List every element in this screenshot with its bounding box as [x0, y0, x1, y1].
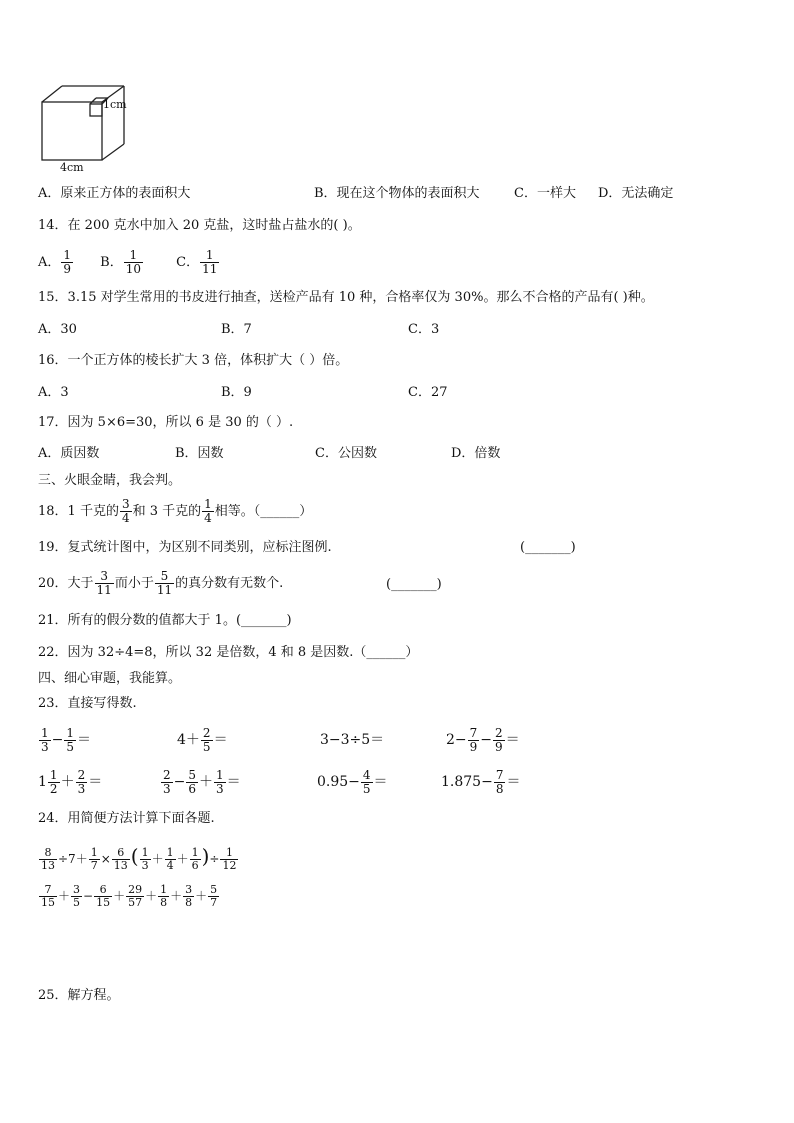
section-3-heading: 三、火眼金睛，我会判。 [38, 473, 182, 488]
fraction [48, 769, 60, 796]
numerator: 2 [202, 725, 211, 740]
q23-r2c3 [317, 764, 388, 800]
fraction [202, 498, 214, 525]
q14-options [38, 245, 220, 281]
denominator: 3 [41, 739, 49, 754]
denominator: 9 [63, 262, 72, 276]
fraction [200, 249, 219, 276]
denominator: 8 [185, 896, 193, 909]
q16-option-c: C．27 [408, 385, 448, 400]
fraction [161, 769, 173, 796]
q16-text: 16．一个正方体的棱长扩大 3 倍，体积扩大（ ）倍。 [38, 353, 349, 368]
paren-close: ) [201, 844, 210, 868]
q13-option-d: D．无法确定 [598, 186, 674, 201]
fraction [183, 884, 194, 909]
numerator: 2 [77, 767, 86, 782]
q13-options [38, 183, 758, 205]
q18-post: 相等。（______） [214, 504, 313, 519]
q14-option-b [100, 248, 148, 276]
denominator: 3 [77, 781, 86, 796]
q23-title: 23．直接写得数. [38, 696, 137, 711]
fraction [165, 847, 176, 872]
fraction [208, 884, 219, 909]
fraction [220, 847, 238, 872]
numerator: 1 [191, 846, 199, 859]
fraction [155, 570, 174, 597]
numerator: 1 [63, 248, 72, 262]
q14-text: 14．在 200 克水中加入 20 克盐，这时盐占盐水的( )。 [38, 218, 361, 233]
denominator: 4 [121, 511, 130, 525]
operator: − [83, 889, 94, 903]
numerator: 7 [469, 725, 478, 740]
fraction [89, 847, 100, 872]
q17-text: 17．因为 5×6=30，所以 6 是 30 的（ ）. [38, 415, 294, 430]
q24-title: 24．用简便方法计算下面各题. [38, 811, 215, 826]
q20-post: 的真分数有无数个. [175, 576, 284, 591]
q23-r1c1 [38, 722, 91, 758]
equals: ＝ [213, 732, 228, 748]
q25-title: 25．解方程。 [38, 988, 120, 1003]
numerator: 1 [216, 767, 224, 782]
numerator: 8 [39, 847, 57, 860]
fraction [76, 769, 88, 796]
fraction [190, 847, 201, 872]
option-label: C． [176, 255, 200, 270]
q16-options [38, 382, 638, 404]
numerator: 1 [49, 767, 58, 782]
operator: − [480, 732, 493, 748]
fraction [71, 884, 82, 909]
denominator: 7 [210, 896, 218, 909]
numerator: 5 [188, 767, 197, 782]
denominator: 11 [202, 262, 218, 276]
q15-option-a: A．30 [38, 322, 77, 337]
numerator: 7 [495, 767, 504, 782]
denominator: 9 [495, 739, 503, 754]
q20-answer-blank[interactable]: (_______) [386, 577, 442, 592]
section-4-heading: 四、细心审题，我能算。 [38, 671, 182, 686]
denominator: 13 [113, 859, 128, 872]
fraction [61, 249, 73, 276]
denominator: 5 [66, 739, 75, 754]
numerator: 1 [66, 725, 75, 740]
fraction [494, 769, 506, 796]
denominator: 57 [128, 896, 143, 909]
numerator: 1 [166, 846, 174, 859]
fraction [158, 884, 169, 909]
denominator: 3 [141, 859, 149, 872]
operator: × [100, 852, 111, 866]
numerator: 1 [41, 725, 49, 740]
numerator: 5 [155, 570, 174, 584]
denominator: 6 [188, 781, 197, 796]
operator: ＋ [145, 889, 158, 903]
numerator: 4 [362, 767, 371, 782]
numerator: 29 [128, 883, 143, 896]
cube-edge-label: 4cm [60, 161, 84, 174]
denominator: 12 [222, 859, 237, 872]
fraction [39, 727, 51, 754]
fraction [214, 769, 226, 796]
expression-prefix: 1.875− [441, 774, 493, 790]
q22-text: 22．因为 32÷4=8，所以 32 是倍数，4 和 8 是因数.（______） [38, 645, 419, 660]
numerator: 5 [210, 883, 218, 896]
fraction [124, 249, 143, 276]
equals: ＝ [506, 774, 521, 790]
denominator: 8 [495, 781, 504, 796]
numerator: 3 [121, 497, 130, 511]
q17-option-a: A．质因数 [38, 446, 100, 461]
q18-pre: 18．1 千克的 [38, 504, 119, 519]
q20-mid: 而小于 [114, 576, 154, 591]
expression-prefix: 2− [446, 732, 467, 748]
fraction [39, 847, 57, 872]
fraction [126, 884, 144, 909]
q14-option-a [38, 248, 78, 276]
equals: ＝ [373, 774, 388, 790]
operator: ＋ [199, 774, 214, 790]
q20-pre: 20．大于 [38, 576, 94, 591]
numerator: 1 [160, 883, 168, 896]
numerator: 2 [163, 767, 171, 782]
denominator: 15 [96, 896, 111, 909]
q19-text: 19．复式统计图中，为区别不同类别，应标注图例. [38, 540, 332, 555]
q23-r1c4 [446, 722, 520, 758]
q14-option-c [176, 248, 220, 276]
operator: ＋ [176, 852, 189, 866]
fraction [140, 847, 151, 872]
equals: ＝ [226, 774, 241, 790]
q23-r1c3: 3−3÷5＝ [320, 732, 385, 748]
denominator: 8 [160, 896, 168, 909]
q17-option-c: C．公因数 [315, 446, 377, 461]
operator: ＋ [151, 852, 164, 866]
denominator: 15 [41, 896, 55, 909]
denominator: 5 [73, 896, 81, 909]
denominator: 7 [90, 859, 98, 872]
denominator: 9 [469, 739, 478, 754]
fraction [120, 498, 132, 525]
expression-prefix: 4＋ [177, 732, 200, 748]
numerator: 2 [495, 725, 503, 740]
numerator: 1 [90, 846, 98, 859]
paren-open: ( [130, 844, 139, 868]
equals: ＝ [88, 774, 103, 790]
numerator: 1 [200, 249, 219, 263]
q15-text: 15．3.15 对学生常用的书皮进行抽查，送检产品有 10 种，合格率仅为 30%。那么不合格的产品有( )种。 [38, 290, 654, 305]
operator: ÷ [209, 852, 220, 866]
denominator: 3 [216, 781, 224, 796]
q15-option-c: C．3 [408, 322, 440, 337]
option-label: B． [100, 255, 123, 270]
denominator: 13 [41, 859, 55, 872]
numerator: 1 [124, 249, 143, 263]
denominator: 3 [163, 781, 171, 796]
fraction [95, 570, 114, 597]
whole-part: 1 [38, 774, 47, 790]
q16-option-a: A．3 [38, 385, 69, 400]
operator: ＋ [113, 889, 126, 903]
numerator: 1 [141, 846, 149, 859]
option-label: A． [38, 255, 61, 270]
q23-r2c2 [160, 764, 241, 800]
denominator: 6 [191, 859, 199, 872]
operator: − [173, 774, 186, 790]
q15-options [38, 319, 638, 341]
q16-option-b: B．9 [221, 385, 252, 400]
denominator: 5 [362, 781, 371, 796]
denominator: 11 [96, 583, 112, 597]
q17-options [38, 443, 638, 465]
q13-option-a: A．原来正方体的表面积大 [38, 186, 191, 201]
operator: ＋ [58, 889, 71, 903]
denominator: 11 [156, 583, 173, 597]
operator: ＋ [170, 889, 183, 903]
fraction [186, 769, 198, 796]
denominator: 5 [202, 739, 211, 754]
denominator: 10 [125, 262, 142, 276]
numerator: 1 [220, 847, 238, 860]
q23-r2c4 [441, 764, 520, 800]
numerator: 3 [95, 570, 114, 584]
q24-expression-1 [38, 840, 239, 875]
q24-expression-2 [38, 880, 220, 912]
fraction [468, 727, 480, 754]
fraction [94, 884, 112, 909]
q13-option-b: B．现在这个物体的表面积大 [314, 186, 480, 201]
q18-mid: 和 3 千克的 [132, 504, 202, 519]
operator: ＋ [195, 889, 208, 903]
numerator: 6 [94, 884, 112, 897]
operator: ＋ [60, 774, 75, 790]
fraction [361, 769, 373, 796]
numerator: 1 [204, 497, 212, 511]
q18 [38, 494, 312, 530]
q13-option-c: C．一样大 [514, 186, 576, 201]
cube-small-label: 1cm [103, 98, 127, 111]
q23-r2c1 [38, 764, 102, 800]
numerator: 6 [112, 847, 130, 860]
numerator: 3 [185, 883, 193, 896]
fraction [112, 847, 130, 872]
q17-option-b: B．因数 [175, 446, 224, 461]
numerator: 7 [39, 884, 57, 897]
fraction [39, 884, 57, 909]
denominator: 4 [204, 511, 212, 525]
expression-prefix: 0.95− [317, 774, 360, 790]
fraction [64, 727, 76, 754]
numerator: 3 [73, 883, 81, 896]
q21-text: 21．所有的假分数的值都大于 1。(_______) [38, 613, 292, 628]
cube-figure [30, 82, 140, 182]
q15-option-b: B．7 [221, 322, 252, 337]
q17-option-d: D．倍数 [451, 446, 501, 461]
operator: − [51, 732, 64, 748]
q20 [38, 566, 283, 602]
denominator: 4 [166, 859, 174, 872]
q23-r1c2 [177, 722, 228, 758]
equals: ＝ [77, 732, 92, 748]
fraction [493, 727, 505, 754]
q19-answer-blank[interactable]: (_______) [520, 540, 576, 555]
equals: ＝ [505, 732, 520, 748]
fraction [201, 727, 213, 754]
denominator: 2 [49, 781, 58, 796]
operator: ÷7＋ [58, 852, 88, 866]
